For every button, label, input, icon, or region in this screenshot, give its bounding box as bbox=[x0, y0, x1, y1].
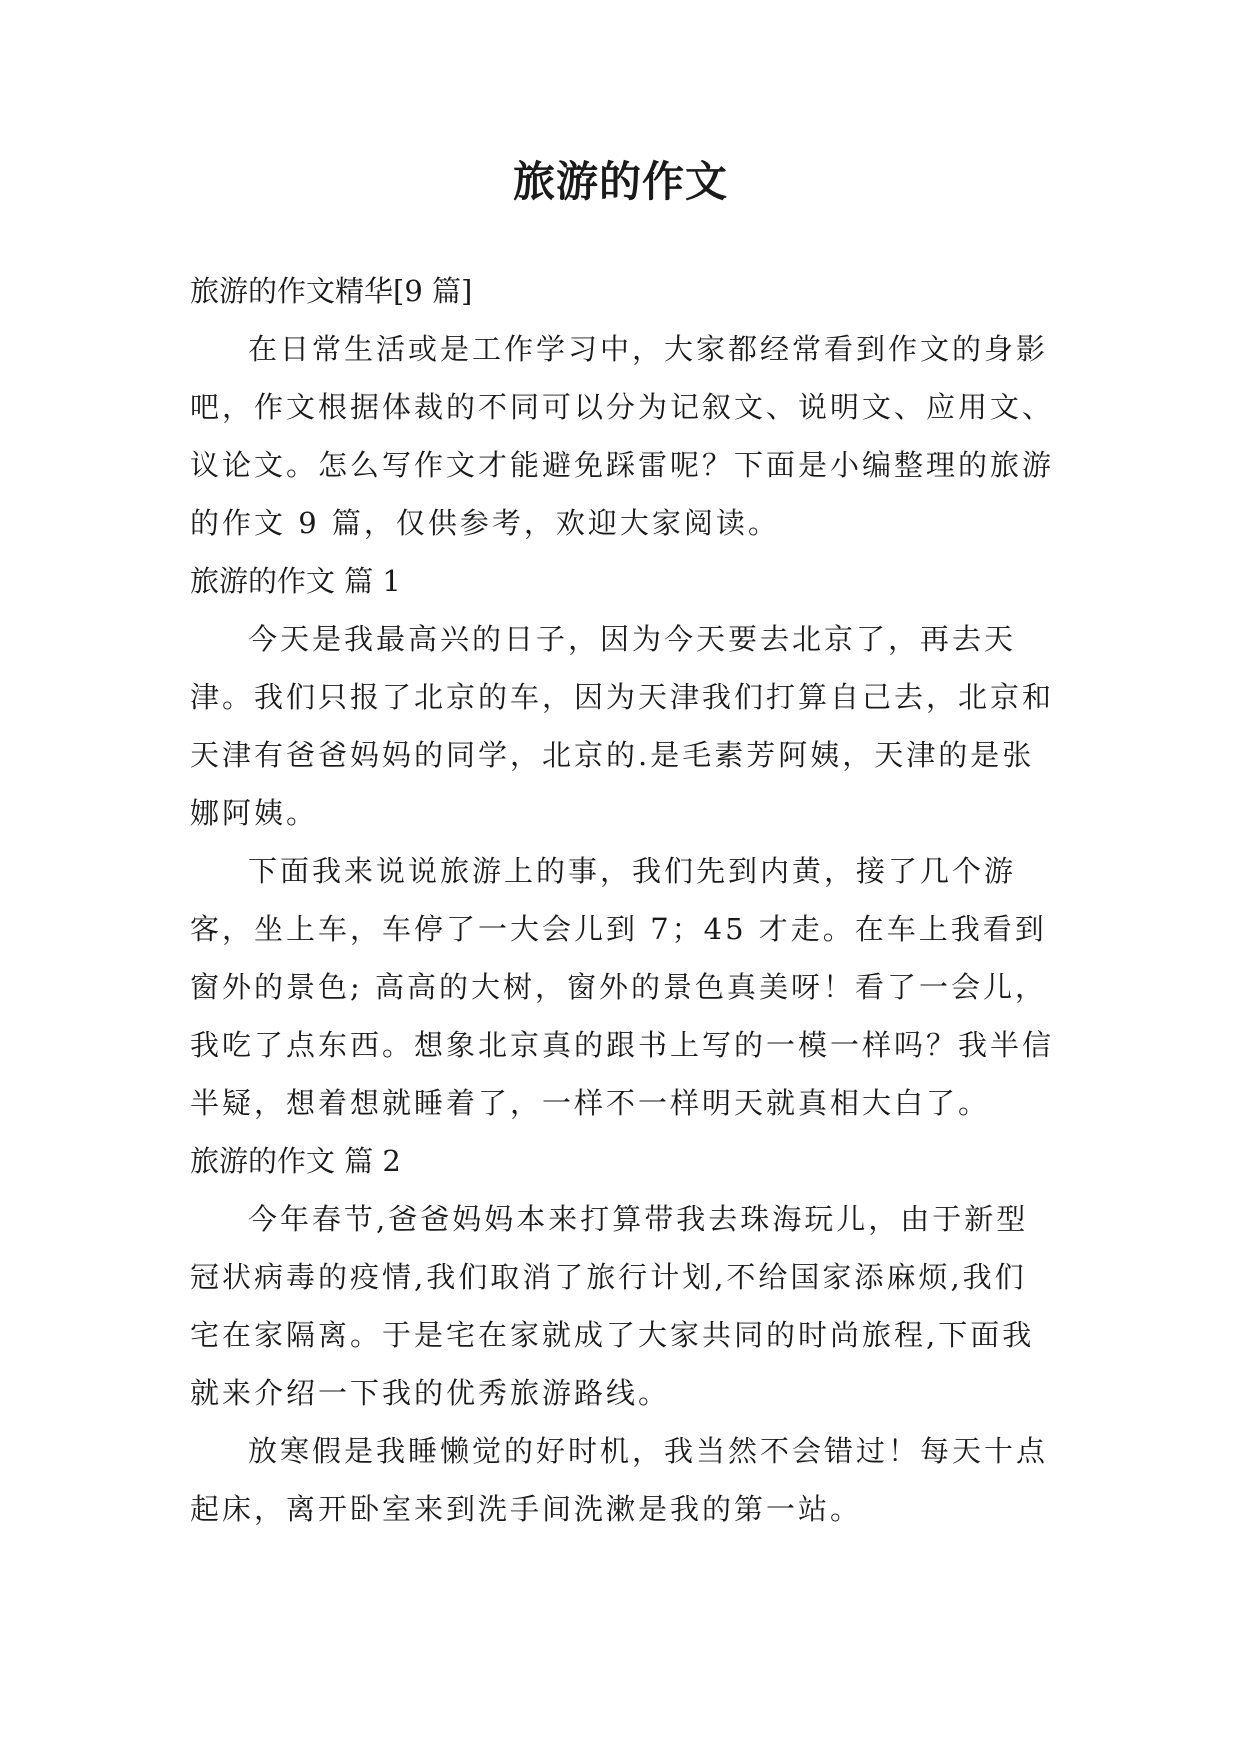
section-heading-2: 旅游的作文 篇 2 bbox=[190, 1144, 401, 1178]
intro-paragraph: 在日常生活或是工作学习中，大家都经常看到作文的身影吧，作文根据体裁的不同可以分为记叙文、说明文、应用文、议论文。怎么写作文才能避免踩雷呢？下面是小编整理的旅游的作文 9 篇，仅供参考，欢迎大家阅读。 bbox=[190, 332, 1055, 540]
section-2-paragraph-2: 放寒假是我睡懒觉的好时机，我当然不会错过！每天十点起床，离开卧室来到洗手间洗漱是我的第一站。 bbox=[190, 1434, 1049, 1526]
section-1-paragraph-2: 下面我来说说旅游上的事，我们先到内黄，接了几个游客，坐上车，车停了一大会儿到 7；45 才走。在车上我看到窗外的景色; 高高的大树，窗外的景色真美呀！看了一会儿，我吃了点东西。想象北京真的跟书上写的一模一样吗？我半信半疑，想着想就睡着了，一样不一样明天就真相大白了。 bbox=[190, 854, 1055, 1120]
document-title: 旅游的作文 bbox=[512, 157, 728, 206]
section-1-paragraph-1: 今天是我最高兴的日子，因为今天要去北京了，再去天津。我们只报了北京的车，因为天津我们打算自己去，北京和天津有爸爸妈妈的同学，北京的.是毛素芳阿姨，天津的是张娜阿姨。 bbox=[190, 622, 1055, 830]
document-subtitle: 旅游的作文精华[9 篇] bbox=[190, 274, 473, 308]
section-2-paragraph-1: 今年春节,爸爸妈妈本来打算带我去珠海玩儿，由于新型冠状病毒的疫情,我们取消了旅行计划,不给国家添麻烦,我们宅在家隔离。于是宅在家就成了大家共同的时尚旅程,下面我就来介绍一下我的优秀旅游路线。 bbox=[190, 1202, 1035, 1410]
document-body bbox=[190, 262, 1056, 1538]
section-heading-1: 旅游的作文 篇 1 bbox=[190, 564, 401, 598]
